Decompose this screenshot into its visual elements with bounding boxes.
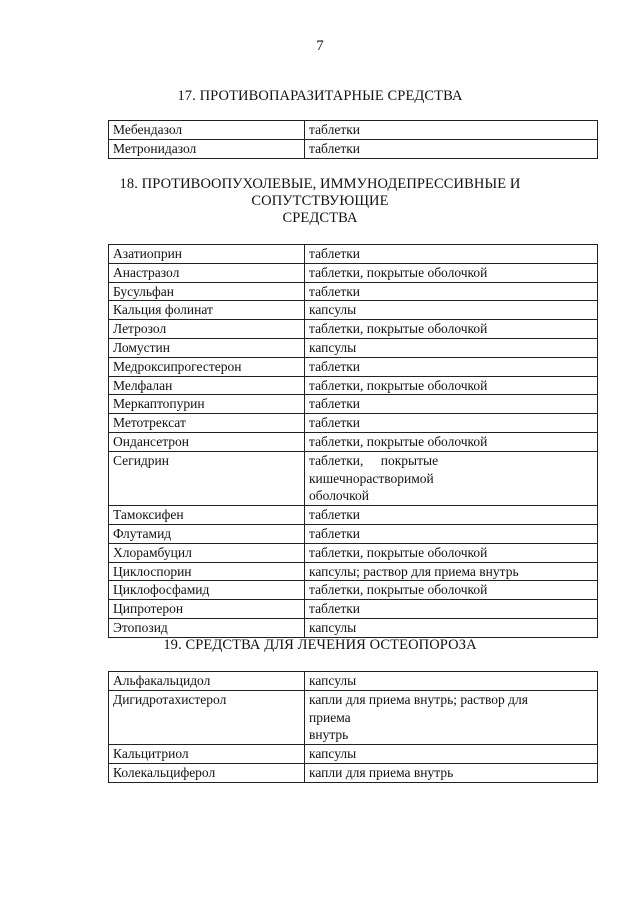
dosage-form-cell <box>305 690 598 744</box>
dosage-form-cell <box>305 600 598 619</box>
drug-name-cell: Хлорамбуцил <box>109 543 305 562</box>
dosage-form-cell <box>305 432 598 451</box>
table-row <box>109 245 598 264</box>
section-title-line: СОПУТСТВУЮЩИЕ <box>251 193 389 209</box>
drug-name-cell: Мебендазол <box>109 121 305 140</box>
section-title-line: 19. СРЕДСТВА ДЛЯ ЛЕЧЕНИЯ ОСТЕОПОРОЗА <box>163 637 477 653</box>
section-title-17 <box>0 88 640 105</box>
table-row <box>109 690 598 744</box>
dosage-form-line: таблетки, покрытые оболочкой <box>309 582 488 598</box>
dosage-form-line: таблетки <box>309 358 361 374</box>
dosage-form-line: капсулы <box>309 339 357 355</box>
dosage-form-cell <box>305 395 598 414</box>
drug-name-cell: Ондансетрон <box>109 432 305 451</box>
dosage-form-cell <box>305 581 598 600</box>
drug-name-cell: Флутамид <box>109 524 305 543</box>
drug-name-cell: Альфакальцидол <box>109 672 305 691</box>
dosage-form-cell <box>305 745 598 764</box>
dosage-form-line: капсулы <box>309 673 357 688</box>
table-row <box>109 618 598 637</box>
dosage-form-cell <box>305 562 598 581</box>
dosage-form-cell <box>305 376 598 395</box>
drug-name-cell: Кальция фолинат <box>109 301 305 320</box>
dosage-form-line: таблетки <box>309 140 361 156</box>
dosage-form-line: таблетки <box>309 122 361 137</box>
dosage-form-cell <box>305 338 598 357</box>
dosage-form-cell <box>305 245 598 264</box>
drug-table-19 <box>108 671 598 783</box>
drug-name-cell: Циклоспорин <box>109 562 305 581</box>
section-title-line: 18. ПРОТИВООПУХОЛЕВЫЕ, ИММУНОДЕПРЕССИВНЫЕ И <box>119 176 521 192</box>
dosage-form-line: капсулы <box>309 302 357 318</box>
drug-name-cell: Этопозид <box>109 618 305 637</box>
dosage-form-line: таблетки <box>309 415 361 431</box>
table-row <box>109 600 598 619</box>
dosage-form-line: таблетки <box>309 246 361 261</box>
table-row <box>109 376 598 395</box>
dosage-form-cell <box>305 618 598 637</box>
dosage-form-line: капли для приема внутрь; раствор для <box>309 691 528 707</box>
dosage-form-cell <box>305 524 598 543</box>
table-row <box>109 301 598 320</box>
dosage-form-line: приема <box>309 709 351 725</box>
dosage-form-cell <box>305 414 598 433</box>
dosage-form-cell <box>305 763 598 782</box>
drug-table-17 <box>108 120 598 159</box>
dosage-form-cell <box>305 121 598 140</box>
page-number: 7 <box>316 38 324 54</box>
table-row <box>109 506 598 525</box>
table-row <box>109 543 598 562</box>
table-row <box>109 357 598 376</box>
drug-name-cell: Мелфалан <box>109 376 305 395</box>
dosage-form-cell <box>305 357 598 376</box>
table-row <box>109 338 598 357</box>
table-row <box>109 263 598 282</box>
dosage-form-cell <box>305 543 598 562</box>
table-row <box>109 672 598 691</box>
dosage-form-line: таблетки, покрытые оболочкой <box>309 321 488 337</box>
dosage-form-line: таблетки, покрытые оболочкой <box>309 433 488 449</box>
dosage-form-line: таблетки <box>309 601 361 617</box>
drug-name-cell: Ципротерон <box>109 600 305 619</box>
table-row <box>109 524 598 543</box>
table-row <box>109 121 598 140</box>
drug-name-cell: Сегидрин <box>109 451 305 505</box>
table-row <box>109 581 598 600</box>
dosage-form-line: оболочкой <box>309 488 369 504</box>
dosage-form-cell <box>305 139 598 158</box>
table-row <box>109 139 598 158</box>
drug-name-cell: Циклофосфамид <box>109 581 305 600</box>
drug-name-cell: Меркаптопурин <box>109 395 305 414</box>
dosage-form-cell <box>305 451 598 505</box>
dosage-form-cell <box>305 506 598 525</box>
drug-name-cell: Азатиоприн <box>109 245 305 264</box>
section-title-line: СРЕДСТВА <box>282 210 358 226</box>
dosage-form-line: таблетки <box>309 396 361 412</box>
dosage-form-line: капсулы <box>309 619 357 635</box>
table-row <box>109 451 598 505</box>
dosage-form-cell <box>305 672 598 691</box>
section-title-line: 17. ПРОТИВОПАРАЗИТАРНЫЕ СРЕДСТВА <box>177 88 463 104</box>
drug-name-cell: Анастразол <box>109 263 305 282</box>
drug-name-cell: Кальцитриол <box>109 745 305 764</box>
dosage-form-line: таблетки <box>309 507 361 523</box>
section-title-18 <box>0 176 640 227</box>
drug-name-cell: Летрозол <box>109 320 305 339</box>
dosage-form-line: внутрь <box>309 727 349 743</box>
dosage-form-line: таблетки <box>309 525 361 541</box>
dosage-form-line: таблетки, покрытые оболочкой <box>309 377 488 393</box>
dosage-form-line: кишечнорастворимой <box>309 470 434 486</box>
drug-name-cell: Колекальциферол <box>109 763 305 782</box>
dosage-form-line: таблетки <box>309 283 361 299</box>
dosage-form-line: таблетки, покрытые оболочкой <box>309 264 488 280</box>
dosage-form-line: капсулы; раствор для приема внутрь <box>309 563 519 579</box>
drug-name-cell: Ломустин <box>109 338 305 357</box>
drug-name-cell: Метотрексат <box>109 414 305 433</box>
drug-name-cell: Дигидротахистерол <box>109 690 305 744</box>
dosage-form-cell <box>305 320 598 339</box>
dosage-form-line: капсулы <box>309 746 357 762</box>
dosage-form-line: капли для приема внутрь <box>309 764 454 780</box>
table-row <box>109 282 598 301</box>
table-row <box>109 395 598 414</box>
dosage-form-cell <box>305 301 598 320</box>
table-row <box>109 763 598 782</box>
drug-table-18 <box>108 244 598 638</box>
table-row <box>109 432 598 451</box>
dosage-form-cell <box>305 263 598 282</box>
section-title-19 <box>0 637 640 654</box>
table-row <box>109 745 598 764</box>
drug-name-cell: Метронидазол <box>109 139 305 158</box>
dosage-form-cell <box>305 282 598 301</box>
table-row <box>109 562 598 581</box>
drug-name-cell: Медроксипрогестерон <box>109 357 305 376</box>
dosage-form-line: таблетки, покрытые <box>309 452 439 468</box>
table-row <box>109 414 598 433</box>
dosage-form-line: таблетки, покрытые оболочкой <box>309 544 488 560</box>
drug-name-cell: Бусульфан <box>109 282 305 301</box>
drug-name-cell: Тамоксифен <box>109 506 305 525</box>
table-row <box>109 320 598 339</box>
